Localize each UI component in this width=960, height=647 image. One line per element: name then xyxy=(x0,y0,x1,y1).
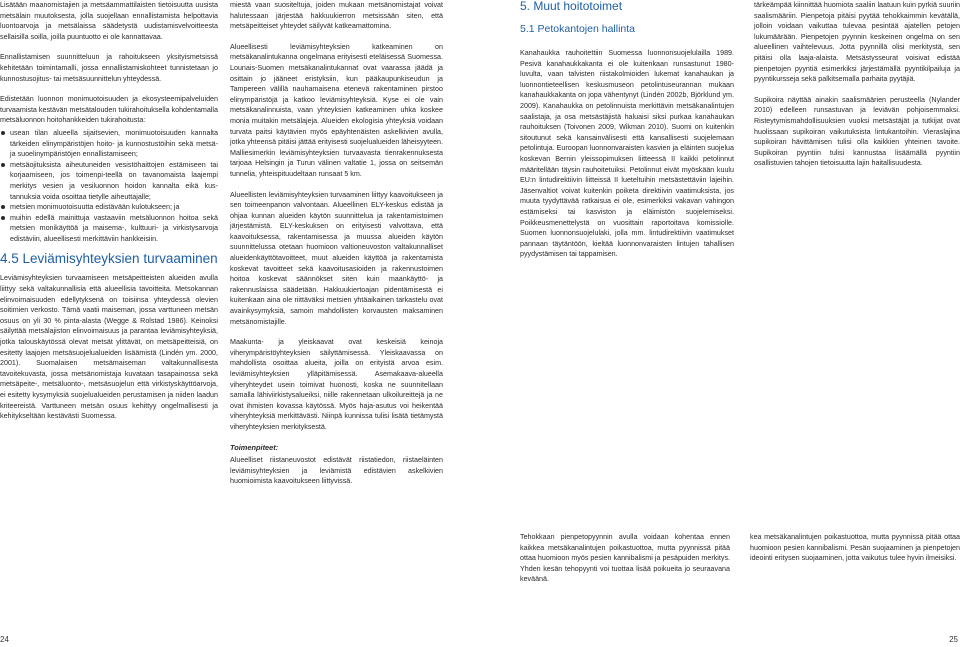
measures-heading: Toimenpiteet: xyxy=(230,442,279,452)
bullet-list xyxy=(0,128,218,245)
list-item: metsäojituksista aiheutuneiden vesistöhaittojen estämiseen tai korjaamiseen, jos toimenpi-teellä on tavanomaista laajempi merkitys vesien ja vesiluonnon hoidon kannalta eikä kus-tannuksia voida osoittaa tietylle aiheuttajalle; xyxy=(0,160,218,202)
paragraph: tärkeämpää kiinnittää huomiota saaliin laatuun kuin pyrkiä suuriin saalismääriin. Pienpetoja pitäisi pyytää tehokkaimmin kevätällä, jolloin voidaan vaikuttaa tulevaa pesintää ajatellen petojen lukumäärään. Pienpetojen pyynnin keskeinen ongelma on sen alueellinen vaihtelevuus. Jotta pyynnillä olisi merkitystä, sen pitäisi olla laaja-alaista. Metsästysseurat voisivat edistää pienpetojen pyyntiä esimerkiksi järjestämällä pyyntikilpailuja ja pyyntikursseja sekä palkitsemalla parhaita pyytäjiä. xyxy=(754,1,960,84)
paragraph: Alueellisesti leviämisyhteyksien katkeaminen on metsäkanalintukanna ongelmana erityisesti eteläisessä Suomessa. Lounais-Suomen metsäkanalintukannat ovat vaarassa jäädä ja osittain jo jääneet eristyksiin, kun pääkaupunkiseudun ja Tampereen välillä nauhamaisena etenevä rakentaminen pirstoo elinympäristöjä ja katkoo leviämisyhteyksiä. Kyse ei ole vain metsäkanalinnuista, vaan yhteyksien katkeaminen uhka koskee monia muitakin metsälajeja. Alueiden ekologisia yhteyksiä voidaan turvata paitsi käytävien myös epäyhtenäisten askelkivien avulla, jotka yhteensä pitäisi jättää erityisesti suojelualueiden läheisyyteen. Malliesimerkin leviämisyhteyksien turvaavasta tienrakennuksesta tarjoaa Helsingin ja Turun välinen valtatie 1, jossa on seitsemän tunnelia, yhteispituudeltaan runsaat 5 km. xyxy=(230,42,443,178)
paragraph: Ennallistamisen suunnitteluun ja rahoitukseen yksityismetsissä kehitetään toimintamalli, jossa ennallistamiskohteet tunnistetaan jo kunnostusojitus- tai metsäsuunnittelun yhteydessä. xyxy=(0,53,218,83)
list-item: muihin edellä mainittuja vastaaviin metsäluonnon hoitoa sekä metsien monikäyttöä ja maisema-, kulttuuri- ja virkistysarvoja edistäviin, alueellisesti merkittäviin hankkeisiin. xyxy=(0,213,218,245)
paragraph: Alueelliset riistaneuvostot edistävät riistatiedon, riistaeläinten leviämisyhteyksien ja leviämistä edistävien askelkivien huomioimista kaavoitukseen liittyvissä. xyxy=(230,456,443,486)
right-column-2 xyxy=(754,0,960,532)
paragraph: Maakunta- ja yleiskaavat ovat keskeisiä keinoja viherympäristöyhteyksien säilyttämisessä. Yleiskaavassa on mahdollista osoittaa alueita, joilla on erityistä arvoa esim. leviämisyhteyksien ylläpitämisessä. Asemakaava-alueella viheryhteydet usein toimivat huonosti, koska ne suunnitellaan samalla lähiviirkistysalueiksi, niille rakennetaan ulkoilureittejä ja ne ovat ihmisten kovassa käytössä. Myös haja-asutus voi heikentää viheryhteyksiä merkittävästi. Niinpä kunnissa tulisi lisätä tietämystä viheryhteyksien merkityksestä. xyxy=(230,338,443,431)
page-number: 24 xyxy=(0,635,9,644)
paragraph: Edistetään luonnon monimuotoisuuden ja ekosysteemipalveluiden turvaamista kestävän metsätalouden tukirahoituksella kohdentamalla metsäluonnon hoitohankkeiden tukirahoitusta: xyxy=(0,95,218,125)
paragraph: kea metsäkanalintujen poikastuottoa, mutta pyynnissä pitää ottaa huomioon pesien kannibalismi. Pesän suojaaminen ja pienpetojen ideointi eritysen suojaaminen, jotta vaikutus tulee hyvin ilmeisiksi. xyxy=(750,533,960,563)
list-item: usean tilan alueella sijaitsevien, monimuotoisuuden kannalta tärkeiden elinympäristöjen hoito- ja kunnostustöihin sekä metsä- ja suoelinympäristöjen ennallistamiseen; xyxy=(0,128,218,160)
paragraph: Alueellisten leviämisyhteyksien turvaaminen liittyy kaavoitukseen ja sen toimeenpanon valvontaan. Alueellinen ELY-keskus edistää ja ohjaa kunnan alueiden käytön suunnittelua ja rakentamistoimen järjestämistä. ELY-keskuksen on erityisesti valvottava, että kaavoituksessa, rakentamisessa ja muussa alueiden käytön suunnittelussa otetaan huomioon valtioneuvoston valtakunnalliset alueidenkäyttötavoitteet, muut alueiden käyttöä ja rakentamista koskevat tavoitteet sekä kaavoitusasioiden ja rakennustoimen hoitoa koskevat säännökset siten kuin maankäyttö- ja rakennuslaissa säädetään. Hakkuukiertoajan pidentämisestä ei kuitenkaan aina ole riittäväksi metsien yhtäaikainen tarkastelu ovat avainkysymyksiä, samoin mahdollisten korvausten maksaminen metsänomistajille. xyxy=(230,190,443,326)
paragraph: miestä vaan suositeltuja, joiden mukaan metsänomistajat voivat halutessaan järjestää hakkuukierron metsissään siten, että metsäpeitteiset yhteydet säilyvät katkeamattomina. xyxy=(230,1,443,31)
paragraph: Tehokkaan pienpetopyynnin avulla voidaan kohentaa ennen kaikkea metsäkanalintujen poikastuottoa, mutta pyynnissä pitää ottaa huomioon myös pesien kannibalismi ja pesäpuiden merkitys. Yhden kesän tehopyynti voi tuottaa lisää poikueita jo seuraavana keväänä. xyxy=(520,533,730,584)
paragraph: Kanahaukka rauhoitettiin Suomessa luonnonsuojelulailla 1989. Pesivä kanahaukkakanta ei ole kuitenkaan runsastunut 1980-luvulta, vaan talvisten riistakolmioiden lukemat kanahaukan ja luonnontieteellisen keskusmuseon petolintuseurannan mukaan kanahaukkakanta on jopa vähentynyt (Lindén 2002b, Björklund ym. 2009). Kanahaukka on petolinnuista merkittävin metsäkanalintujen saalistaja, ja osa metsästäjistä haluaisi siksi purkaa kanahaukan rauhoituksen (Toivonen 2009, Wikman 2010). Suomi on kuitenkin sitoutunut sekä kansainvälisesti että kansallisesti suojelemaan petolintuja. Euroopan luonnonvaraisten kasvien ja eläinten suojelua koskevan Bernin yleissopimuksen liitteessä II kaikki petolinnut määritellään täysin rauhoitetuiksi. Petolinnut eivät myöskään kuulu EU:n lintudirektiivin liitteissä II lueteltuihin metsästettäviin lajeihin. Jäsenvaltiot voivat kuitenkin poiketa direktiivin vaatimuksista, jos muuta tyydyttävää ratkaisua ei ole, esimerkiksi vakavan vahingon estämiseksi tai kasviston ja eläimistön suojelemiseksi. Poikkeusmenettelystä on vuosittain raportoitava komissiolle. Suomen luonnonsuojelulaki, jolla mm. lintudirektiivin vaatimukset pannaan täytäntöön, kieltää luonnonvaraisten lintujen tahallisen pyydystämisen tai tappamisen. xyxy=(520,49,734,259)
left-column-2 xyxy=(230,0,443,486)
page-number: 25 xyxy=(949,635,958,644)
list-item: metsien monimuotoisuutta edistävään kulotukseen; ja xyxy=(0,202,218,213)
section-heading-4-5: 4.5 Leviämisyhteyksien turvaaminen xyxy=(0,251,218,267)
bottom-paragraph xyxy=(520,532,960,597)
paragraph: Supikoira näyttää ainakin saalismäärien perusteella (Nylander 2010) edelleen runsastuvan ja leviävän pohjoisemmaksi. Risteytymismahdollisuuksien vuoksi metsästäjät ja tutkijat ovat huolissaan supikoiran vaikutuksista lintukantoihin. Vieraslajina supikoiran hävittämisen tulisi olla kaikkien yhteinen tavoite. Supikoiran pyyntiin tulisi kannustaa lisäämällä pyyntiin osallistuvien tahojen tietoisuutta lajin haitallisuudesta. xyxy=(754,95,960,168)
section-heading-5-1: 5.1 Petokantojen hallinta xyxy=(520,23,636,35)
paragraph: Lisätään maanomistajien ja metsäammattilaisten tietoisuutta uusista metsälain muutoksesta, jolla suojellaan ennallistamista helpottavia luontoarvoja ja metsälaissa säädetystä uudistamisvelvoitteesta sellaisilla soilla, joilla puuntuotto ei ole kannattavaa. xyxy=(0,1,218,41)
left-column-1 xyxy=(0,0,218,605)
chapter-heading-5: 5. Muut hoitotoimet xyxy=(520,0,623,13)
paragraph: Leviämisyhteyksien turvaamiseen metsäpeitteisten alueiden avulla liittyy sekä valtakunnallisia että alueellisia tavoitteita. Metsokannan elinvoimaisuuden edellytyksenä on toisiinsa yhteydessä olevien soitimien verkosto. Tämä vaatii maiseman, jossa varttuneen metsän osuus on yli 30 % pinta-alasta (Wegge & Rolstad 1986). Keinoksi säilyttää metsälajiston elinvoimaisuus ja parantaa leviämisyhteyksiä, jotka talouskäytössä olevat metsät ylittävät, on metsäpeitteisiä, on esitetty laajojen metsäsuojelualueiden lisäämistä (Lindén ym. 2000, 2001). Suomalaisen metsämaiseman valtakunnallisesta tavoitekuvasta, jossa metsänomistaja kuvataan tasapainossa sekä metsäpeite-, metsäluonto-, metsäsuojelun että virkistyskäyttöarvoja, ei esitetty kysymyksiä suojelualueiden perustamisen ja niiden laadun kriteereistä. Varttuneen metsän osuus kehittyy ongelmallisesti ja kehitykseltään kestävästi Suomessa. xyxy=(0,274,218,421)
right-column-1 xyxy=(520,0,734,532)
